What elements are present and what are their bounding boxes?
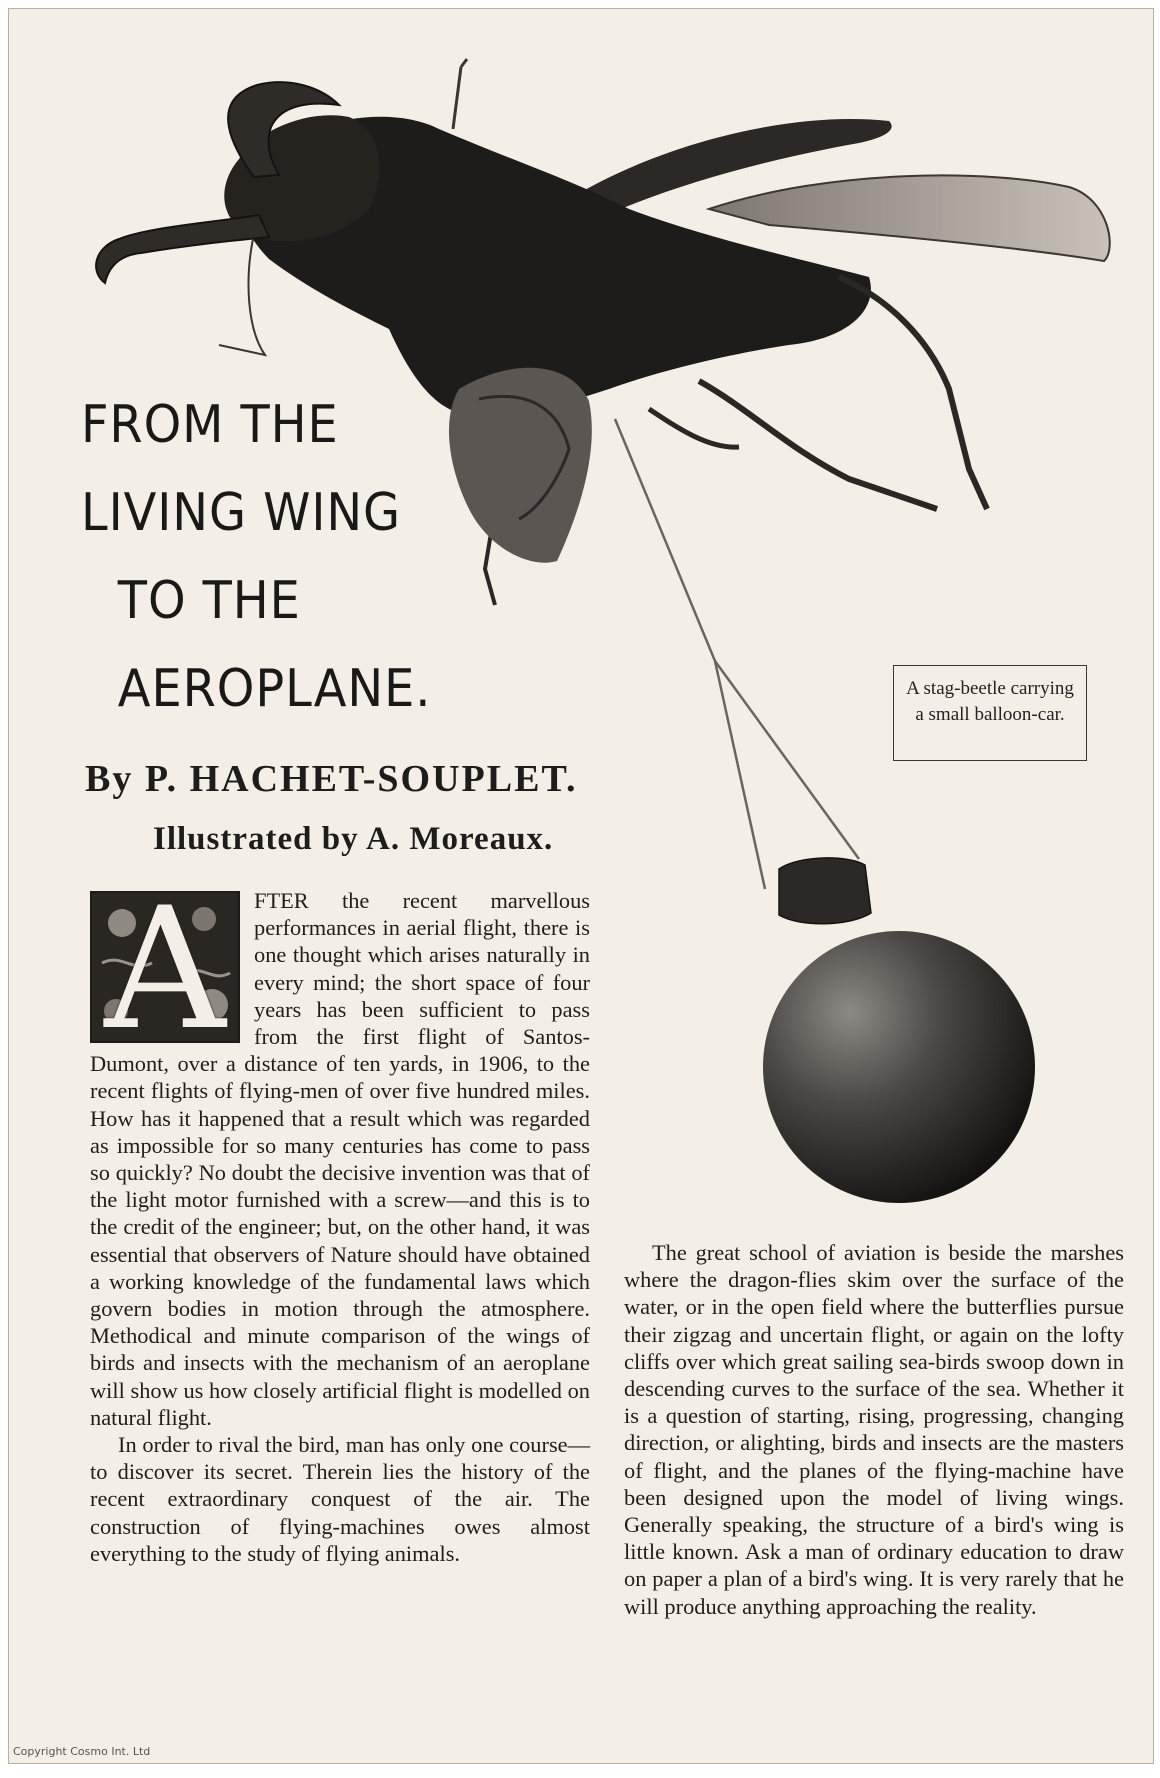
copyright-notice: Copyright Cosmo Int. Ltd: [13, 1745, 151, 1758]
article-title: [81, 381, 467, 733]
text-column-left: [90, 887, 590, 1567]
paragraph: FTER the recent marvellous performances in aerial flight, there is one thought which arises naturally in every mind; the short space of four years has been sufficient to pass from the first flight of Santos-Dumont, over a distance of ten yards, in 1906, to the recent flights of flying-men of over five hundred miles. How has it happened that a result which was regarded as impossible for so many centuries has come to pass so quickly? No doubt the decisive invention was that of the light motor furnished with a screw—and this is to the credit of the engineer; but, on the other hand, it was essential that observers of Nature should have obtained a working knowledge of the fundamental laws which govern bodies in motion through the atmosphere. Methodical and minute comparison of the wings of birds and insects with the mechanism of an aeroplane will show us how closely artificial flight is modelled on natural flight.: [90, 888, 590, 1430]
title-line: LIVING WING: [81, 483, 402, 543]
balloon-car: [763, 931, 1035, 1203]
title-line: AEROPLANE.: [117, 659, 432, 719]
title-line: TO THE: [117, 571, 301, 631]
text-column-right: [624, 1239, 1124, 1620]
balloon-string: [615, 419, 765, 889]
image-caption: A stag-beetle carrying a small balloon-car.: [893, 665, 1087, 761]
beetle-leg: [649, 409, 739, 447]
drop-cap-letter: A: [104, 891, 226, 1043]
beetle-antenna: [453, 59, 467, 129]
paragraph: In order to rival the bird, man has only one course—to discover its secret. Therein lies the history of the recent extraordinary conquest of the air. The construction of flying-machines owes almost everything to the study of flying animals.: [90, 1432, 590, 1566]
decorated-drop-cap: [90, 891, 240, 1043]
balloon-neck: [779, 858, 871, 924]
illustrator-credit: Illustrated by A. Moreaux.: [153, 821, 554, 857]
magazine-page: [8, 8, 1154, 1764]
paragraph: The great school of aviation is beside the marshes where the dragon-flies skim over the surface of the water, or in the open field where the butterflies pursue their zigzag and uncertain flight, or again on the lofty cliffs over which great sailing sea-birds swoop down in descending curves to the surface of the sea. Whether it is a question of starting, rising, progressing, changing direction, or alighting, birds and insects are the masters of flight, and the planes of the flying-machine have been designed upon the model of living wings. Generally speaking, the structure of a bird's wing is little known. Ask a man of ordinary education to draw on paper a plan of a bird's wing. It is very rarely that he will produce anything approaching the reality.: [624, 1240, 1124, 1619]
beetle-wing: [709, 175, 1110, 261]
beetle-mandible: [96, 215, 269, 283]
title-line: FROM THE: [81, 395, 339, 455]
beetle-antenna: [219, 239, 265, 355]
author-byline: By P. HACHET-SOUPLET.: [85, 758, 578, 800]
